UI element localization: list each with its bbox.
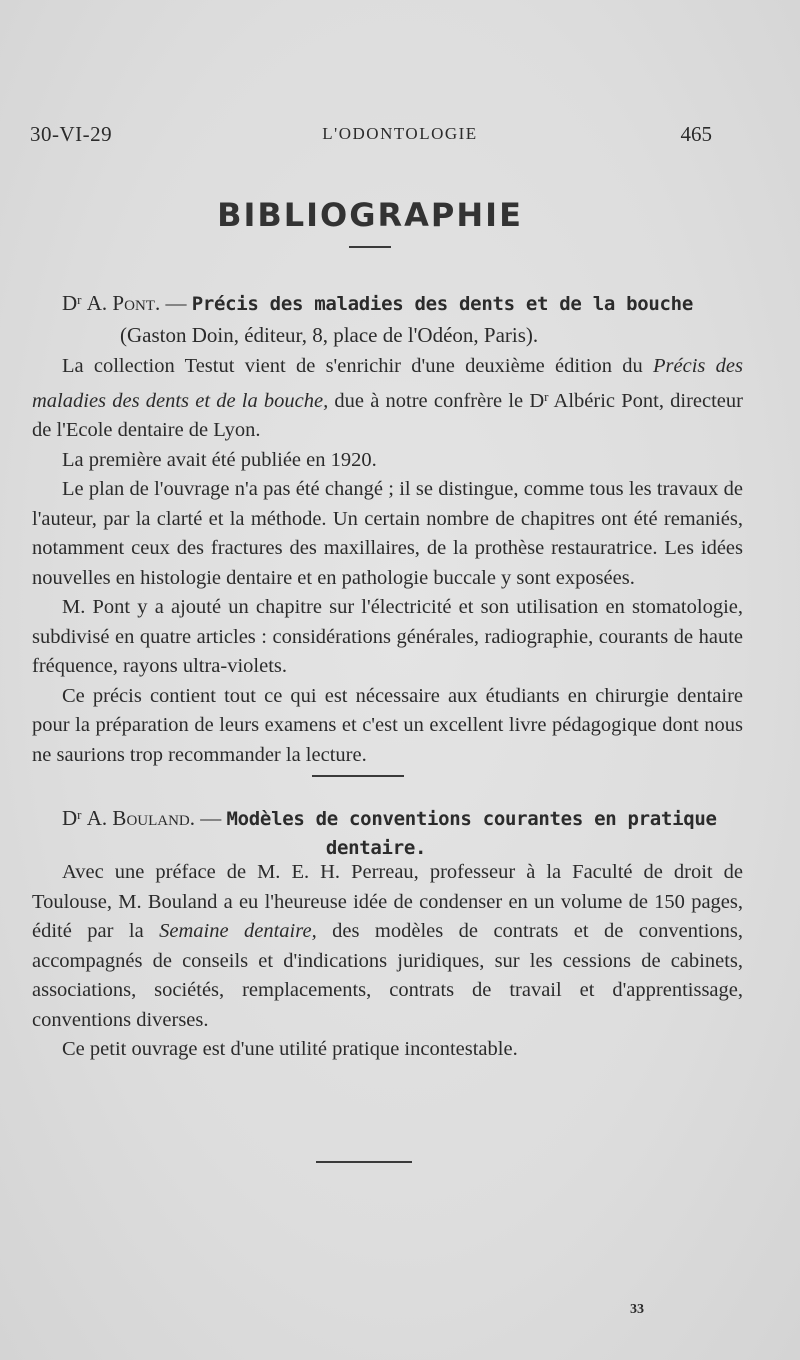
author-name: A. Bouland. (86, 806, 196, 830)
paragraph: La première avait été publiée en 1920. (62, 448, 377, 471)
review-body-bouland (32, 858, 743, 1065)
book-title: Précis des maladies des dents et de la bouche (191, 293, 693, 315)
text-run: Albéric Pont, directeur de l'Ecole dentaire de Lyon. (32, 389, 743, 441)
running-head (0, 122, 800, 152)
author-prefix-sup: r (77, 807, 82, 822)
issue-date: 30-VI-29 (30, 122, 113, 146)
page-number: 465 (680, 122, 712, 146)
paragraph (32, 858, 743, 1035)
italic-title: Précis des maladies des dents et de la bouche, (32, 355, 744, 412)
signature-mark: 33 (630, 1302, 644, 1317)
author-prefix: D (62, 806, 78, 830)
author-name: A. Pont. (86, 291, 161, 315)
paragraph: Le plan de l'ouvrage n'a pas été changé ; il se distingue, comme tous les travaux de l'auteur, par la clarté et la méthode. Un certain nombre de chapitres ont été remaniés, notamment ceux des fractures des maxillaires, de la prothèse restauratrice. Les idées nouvelles en histologie dentaire et en pathologie buccale y sont exposées. (32, 478, 743, 589)
paragraph (32, 352, 743, 446)
book-title: Modèles de conventions courantes en pratique (226, 808, 717, 830)
paragraph: M. Pont y a ajouté un chapitre sur l'électricité et son utilisation en stomatologie, subdivisé en quatre articles : considérations générales, radiographie, courants de haute fréquence, rayons ultra-violets. (32, 596, 743, 677)
paragraph: Ce petit ouvrage est d'une utilité pratique incontestable. (62, 1038, 518, 1060)
heading-dash: — (195, 806, 227, 830)
text-run: des modèles de contrats et de conventions, accompagnés de conseils et d'indications juridiques, sur les cessions de cabinets, associations, sociétés, remplacements, contrats de travail et d'apprentissage, conventions diverses. (32, 920, 743, 1031)
italic-title: Semaine dentaire, (159, 920, 317, 942)
entry-divider (312, 775, 404, 777)
entry-heading-pont (62, 285, 742, 350)
superscript: r (544, 388, 549, 404)
publisher-info: (Gaston Doin, éditeur, 8, place de l'Odéon, Paris). (120, 323, 539, 347)
text-run: due à notre confrère le D (328, 389, 545, 412)
paragraph: Ce précis contient tout ce qui est nécessaire aux étudiants en chirurgie dentaire pour la préparation de leurs examens et c'est un excellent livre pédagogique dont nous ne saurions trop recommander la lecture. (32, 684, 743, 766)
journal-name: L'ODONTOLOGIE (322, 124, 478, 143)
text-run: Avec une préface de M. E. H. Perreau, professeur à la Faculté de droit de Toulouse, M. Bouland a eu l'heureuse idée de condenser en un volume de 150 pages, édité par la (32, 861, 743, 942)
title-divider (349, 246, 391, 248)
text-run: La collection Testut vient de s'enrichir d'une deuxième édition du (62, 355, 654, 377)
author-prefix-sup: r (77, 292, 82, 307)
review-body-pont (32, 352, 743, 770)
book-title-continued: dentaire. (325, 837, 427, 859)
end-divider (316, 1161, 412, 1163)
entry-heading-bouland (62, 800, 742, 863)
heading-dash: — (160, 291, 192, 315)
author-prefix: D (62, 291, 78, 315)
section-title: BIBLIOGRAPHIE (217, 196, 523, 234)
